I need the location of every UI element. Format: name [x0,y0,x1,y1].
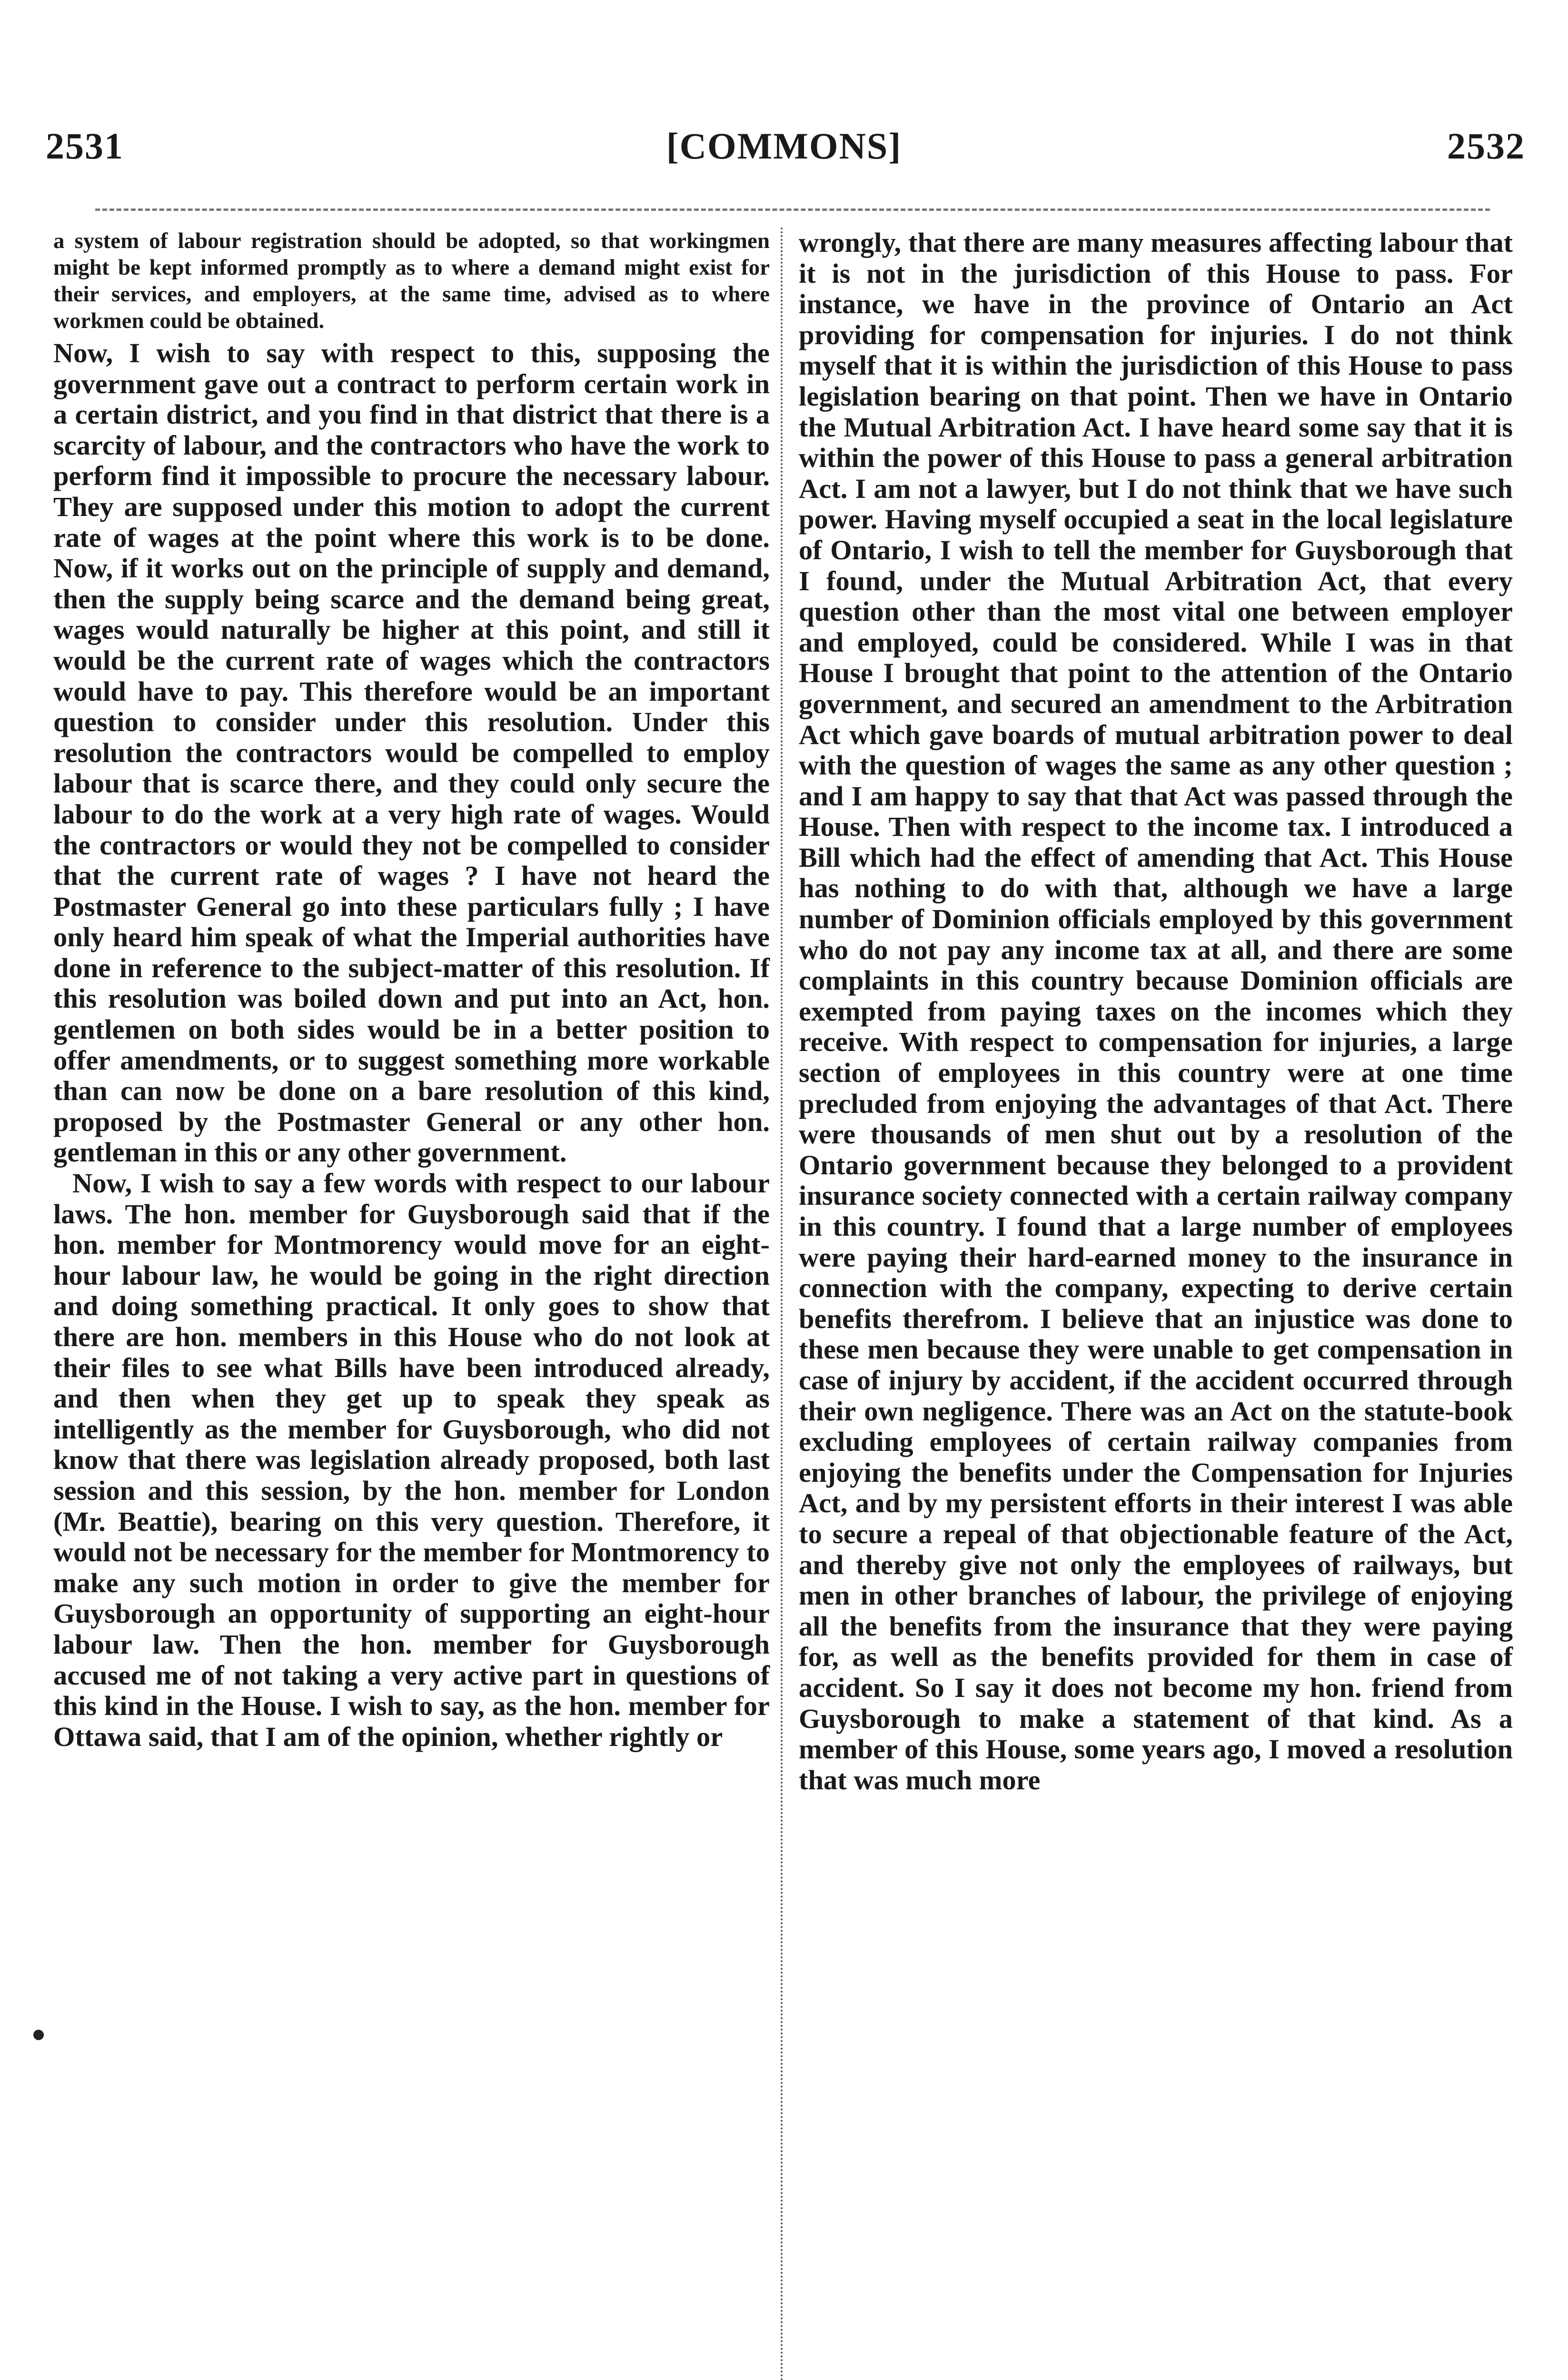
left-column [53,228,770,1752]
paragraph: Now, I wish to say with respect to this, supposing the government gave out a contract to perform certain work in a certain district, and you find in that district that there is a scarcity of labour, and the contractors who have the work to perform find it impossible to procure the necessary labour. They are supposed under this motion to adopt the current rate of wages at the point where this work is to be done. Now, if it works out on the principle of supply and demand, then the supply being scarce and the demand being great, wages would naturally be higher at this point, and still it would be the current rate of wages which the contractors would have to pay. This therefore would be an important question to consider under this resolution. Under this resolution the contractors would be compelled to employ labour that is scarce there, and they could only secure the labour to do the work at a very high rate of wages. Would the contractors or would they not be compelled to consider that the current rate of wages ? I have not heard the Postmaster General go into these particulars fully ; I have only heard him speak of what the Imperial authorities have done in reference to the subject-matter of this resolution. If this resolution was boiled down and put into an Act, hon. gentlemen on both sides would be in a better position to offer amendments, or to suggest something more workable than can now be done on a bare resolution of this kind, proposed by the Postmaster General or any other hon. gentleman in this or any other government. [53,337,770,1168]
right-column [799,228,1513,1795]
paragraph: Now, I wish to say a few words with respect to our labour laws. The hon. member for Guysborough said that if the hon. member for Montmorency would move for an eight-hour labour law, he would be going in the right direction and doing something practical. It only goes to show that there are hon. members in this House who do not look at their files to see what Bills have been introduced already, and then when they get up to speak they speak as intelligently as the member for Guysborough, who did not know that there was legislation already proposed, both last session and this session, by the hon. member for London (Mr. Beattie), bearing on this very question. Therefore, it would not be necessary for the member for Montmorency to make any such motion in order to give the member for Guysborough an opportunity of supporting an eight-hour labour law. Then the hon. member for Guysborough accused me of not taking a very active part in questions of this kind in the House. I wish to say, as the hon. member for Ottawa said, that I am of the opinion, whether rightly or [53,1168,770,1752]
page-header [0,0,1568,190]
page-number-left: 2531 [46,125,124,167]
column-divider [781,228,783,2380]
header-rule [95,208,1490,211]
page-title: [COMMONS] [666,125,902,167]
quoted-resolution-text: a system of labour registration should be adopted, so that workingmen might be kept informed promptly as to where a demand might exist for their services, and employers, at the same time, advised as to where workmen could be obtained. [53,228,770,333]
margin-bullet-mark [33,2030,44,2040]
page-number-right: 2532 [1447,125,1525,167]
paragraph: wrongly, that there are many measures affecting labour that it is not in the jurisdiction of this House to pass. For instance, we have in the province of Ontario an Act providing for compensation for injuries. I do not think myself that it is within the jurisdiction of this House to pass legislation bearing on that point. Then we have in Ontario the Mutual Arbitration Act. I have heard some say that it is within the power of this House to pass a general arbitration Act. I am not a lawyer, but I do not think that we have such power. Having myself occupied a seat in the local legislature of Ontario, I wish to tell the member for Guysborough that I found, under the Mutual Arbitration Act, that every question other than the most vital one between employer and employed, could be considered. While I was in that House I brought that point to the attention of the Ontario government, and secured an amendment to the Arbitration Act which gave boards of mutual arbitration power to deal with the question of wages the same as any other question ; and I am happy to say that that Act was passed through the House. Then with respect to the income tax. I introduced a Bill which had the effect of amending that Act. This House has nothing to do with that, although we have a large number of Dominion officials employed by this government who do not pay any income tax at all, and there are some complaints in this country because Dominion officials are exempted from paying taxes on the incomes which they receive. With respect to compensation for injuries, a large section of employees in this country were at one time precluded from enjoying the advantages of that Act. There were thousands of men shut out by a resolution of the Ontario government because they belonged to a provident insurance society connected with a certain railway company in this country. I found that a large number of employees were paying their hard-earned money to the insurance in connection with the company, expecting to derive certain benefits therefrom. I believe that an injustice was done to these men because they were unable to get compensation in case of injury by accident, if the accident occurred through their own negligence. There was an Act on the statute-book excluding employees of certain railway companies from enjoying the benefits under the Compensation for Injuries Act, and by my persistent efforts in their interest I was able to secure a repeal of that objectionable feature of the Act, and thereby give not only the employees of railways, but men in other branches of labour, the privilege of enjoying all the benefits from the insurance that they were paying for, as well as the benefits provided for them in case of accident. So I say it does not become my hon. friend from Guysborough to make a statement of that kind. As a member of this House, some years ago, I moved a resolution that was much more [799,227,1513,1795]
